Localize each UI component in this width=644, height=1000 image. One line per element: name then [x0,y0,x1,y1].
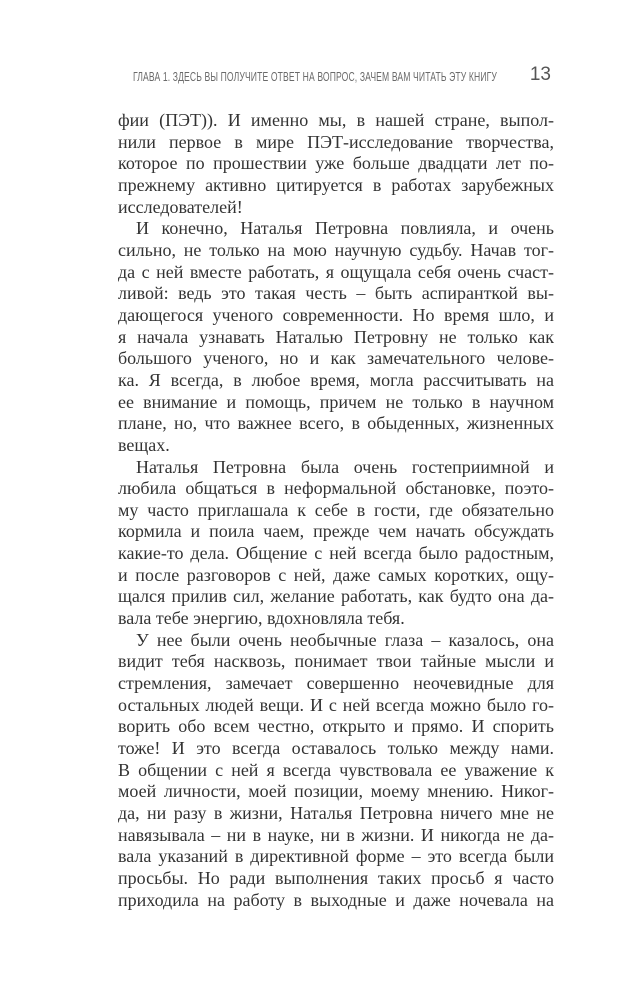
paragraph [118,630,554,912]
text-line: вещах. [118,434,170,455]
text-line: фии (ПЭТ)). И именно мы, в нашей стране, выпол- [118,110,554,130]
paragraph [118,457,554,630]
text-line: кормила и поила чаем, прежде чем начать обсуждать [118,521,554,542]
text-line: да, ни разу в жизни, Наталья Петровна ничего мне не [118,803,554,823]
text-line: ка. Я всегда, в любое время, могла рассчитывать на [118,369,554,390]
text-line: ливой: ведь это такая честь – быть аспиранткой вы- [118,283,554,304]
text-line: исследователей! [118,196,243,217]
text-line: стремления, замечает совершенно неочевидные для [118,673,554,694]
page-number: 13 [529,64,551,85]
text-line: остальных людей вещи. И с ней всегда можно было го- [118,694,554,715]
text-line: вала указаний в директивной форме – это всегда были [118,846,554,867]
body-text [118,110,554,911]
text-line: У нее были очень необычные глаза – казалось, она [136,629,554,650]
running-title: ГЛАВА 1. ЗДЕСЬ ВЫ ПОЛУЧИТЕ ОТВЕТ НА ВОПРОС, ЗАЧЕМ ВАМ ЧИТАТЬ ЭТУ КНИГУ [133,69,498,84]
text-line: моей личности, моей позиции, моему мнению. Никог- [118,781,554,802]
text-line: Наталья Петровна была очень гостеприимной и [136,456,554,477]
text-line: навязывала – ни в науке, ни в жизни. И никогда не да- [118,824,554,845]
text-line: ее внимание и помощь, причем не только в научном [118,391,554,412]
text-line: да с ней вместе работать, я ощущала себя очень счаст- [118,261,554,282]
text-line: которое по прошествии уже больше двадцати лет по- [118,153,554,174]
text-line: плане, но, что важнее всего, в обыденных, жизненных [118,413,554,434]
text-line: прежнему активно цитируется в работах зарубежных [118,174,554,195]
text-line: вала тебе энергию, вдохновляла тебя. [118,608,405,629]
text-line: приходила на работу в выходные и даже ночевала на [118,889,554,910]
text-line: какие-то дела. Общение с ней всегда было радостным, [118,543,554,564]
text-line: дающегося ученого современности. Но время шло, и [118,304,554,325]
text-line: нили первое в мире ПЭТ-исследование творчества, [118,131,554,152]
text-line: большого ученого, но и как замечательного челове- [118,348,554,369]
paragraph [118,110,554,218]
text-line: му часто приглашала к себе в гости, где обязательно [118,499,554,520]
running-header [133,66,553,86]
text-line: просьбы. Но ради выполнения таких просьб я часто [118,867,554,888]
text-line: видит тебя насквозь, понимает твои тайные мысли и [118,651,554,672]
text-line: я начала узнавать Наталью Петровну не только как [118,326,554,347]
text-line: В общении с ней я всегда чувствовала ее уважение к [118,759,554,780]
text-line: и после разговоров с ней, даже самых коротких, ощу- [118,564,554,585]
text-line: тоже! И это всегда оставалось только между нами. [118,738,554,759]
text-line: сильно, не только на мою научную судьбу. Начав тог- [118,239,554,260]
text-line: щался прилив сил, желание работать, как будто она да- [118,586,554,607]
paragraph [118,218,554,456]
text-line: ворить обо всем честно, открыто и прямо. И спорить [118,716,554,737]
text-line: любила общаться в неформальной обстановке, поэто- [118,478,554,499]
text-line: И конечно, Наталья Петровна повлияла, и очень [136,218,554,239]
